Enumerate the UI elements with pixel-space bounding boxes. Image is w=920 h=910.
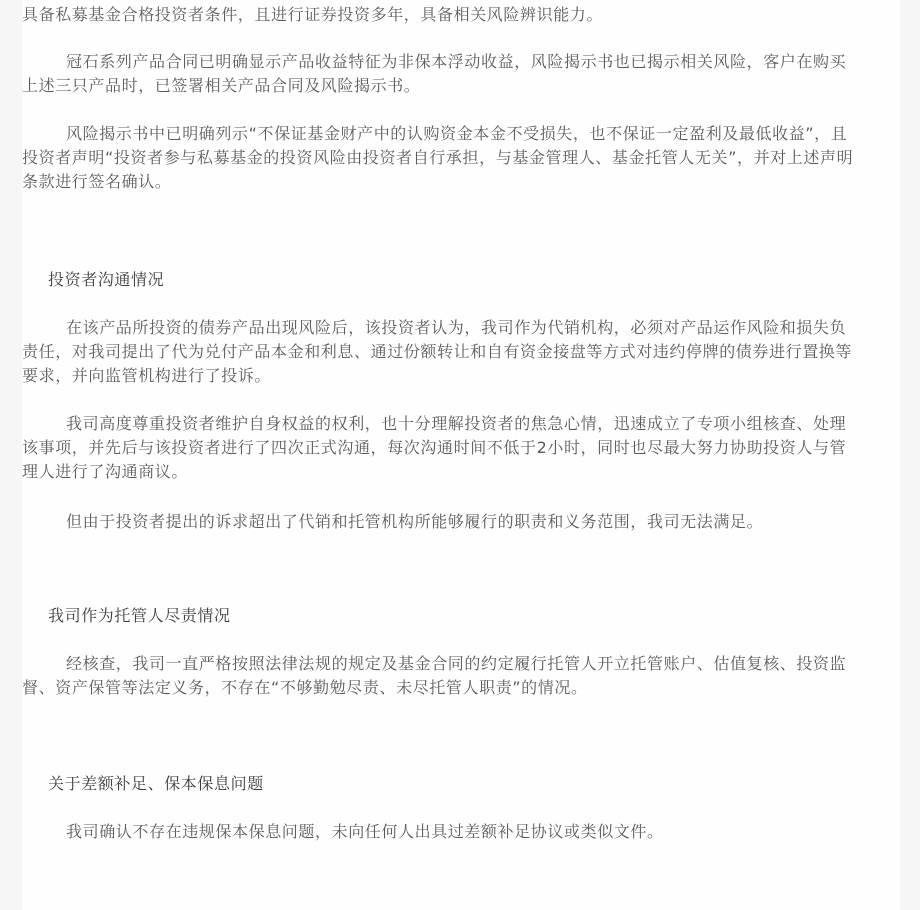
paragraph-communication-2: 我司高度尊重投资者维护自身权益的权利，也十分理解投资者的焦急心情，迅速成立了专项小组核查、处理该事项，并先后与该投资者进行了四次正式沟通，每次沟通时间不低于2小时，同时也尽最大努力协助投资人与管理人进行了沟通商议。 <box>22 414 847 481</box>
paragraph-intro-3: 风险揭示书中已明确列示“不保证基金财产中的认购资金本金不受损失，也不保证一定盈利及最低收益”，且投资者声明“投资者参与私募基金的投资风险由投资者自行承担，与基金管理人、基金托管人无关”，并对上述声明条款进行签名确认。 <box>22 124 854 191</box>
paragraph-communication-1: 在该产品所投资的债券产品出现风险后，该投资者认为，我司作为代销机构，必须对产品运作风险和损失负责任，对我司提出了代为兑付产品本金和利息、通过份额转让和自有资金接盘等方式对违约停牌的债券进行置换等要求，并向监管机构进行了投诉。 <box>22 318 853 385</box>
paragraph-intro-1: 具备私募基金合格投资者条件，且进行证券投资多年，具备相关风险辨识能力。 <box>22 5 604 24</box>
section-heading-investor-communication: 投资者沟通情况 <box>48 270 165 289</box>
paragraph-custodian-1: 经核查，我司一直严格按照法律法规的规定及基金合同的约定履行托管人开立托管账户、估值复核、投资监督、资产保管等法定义务，不存在“不够勤勉尽责、未尽托管人职责”的情况。 <box>22 654 847 697</box>
section-heading-guarantee-issue: 关于差额补足、保本保息问题 <box>48 774 264 793</box>
paragraph-guarantee-1: 我司确认不存在违规保本保息问题，未向任何人出具过差额补足协议或类似文件。 <box>66 822 664 841</box>
paragraph-intro-2: 冠石系列产品合同已明确显示产品收益特征为非保本浮动收益，风险揭示书也已揭示相关风险，客户在购买上述三只产品时，已签署相关产品合同及风险揭示书。 <box>22 52 847 95</box>
paragraph-communication-3: 但由于投资者提出的诉求超出了代销和托管机构所能够履行的职责和义务范围，我司无法满足。 <box>66 512 764 531</box>
section-heading-custodian-duty: 我司作为托管人尽责情况 <box>48 606 231 625</box>
